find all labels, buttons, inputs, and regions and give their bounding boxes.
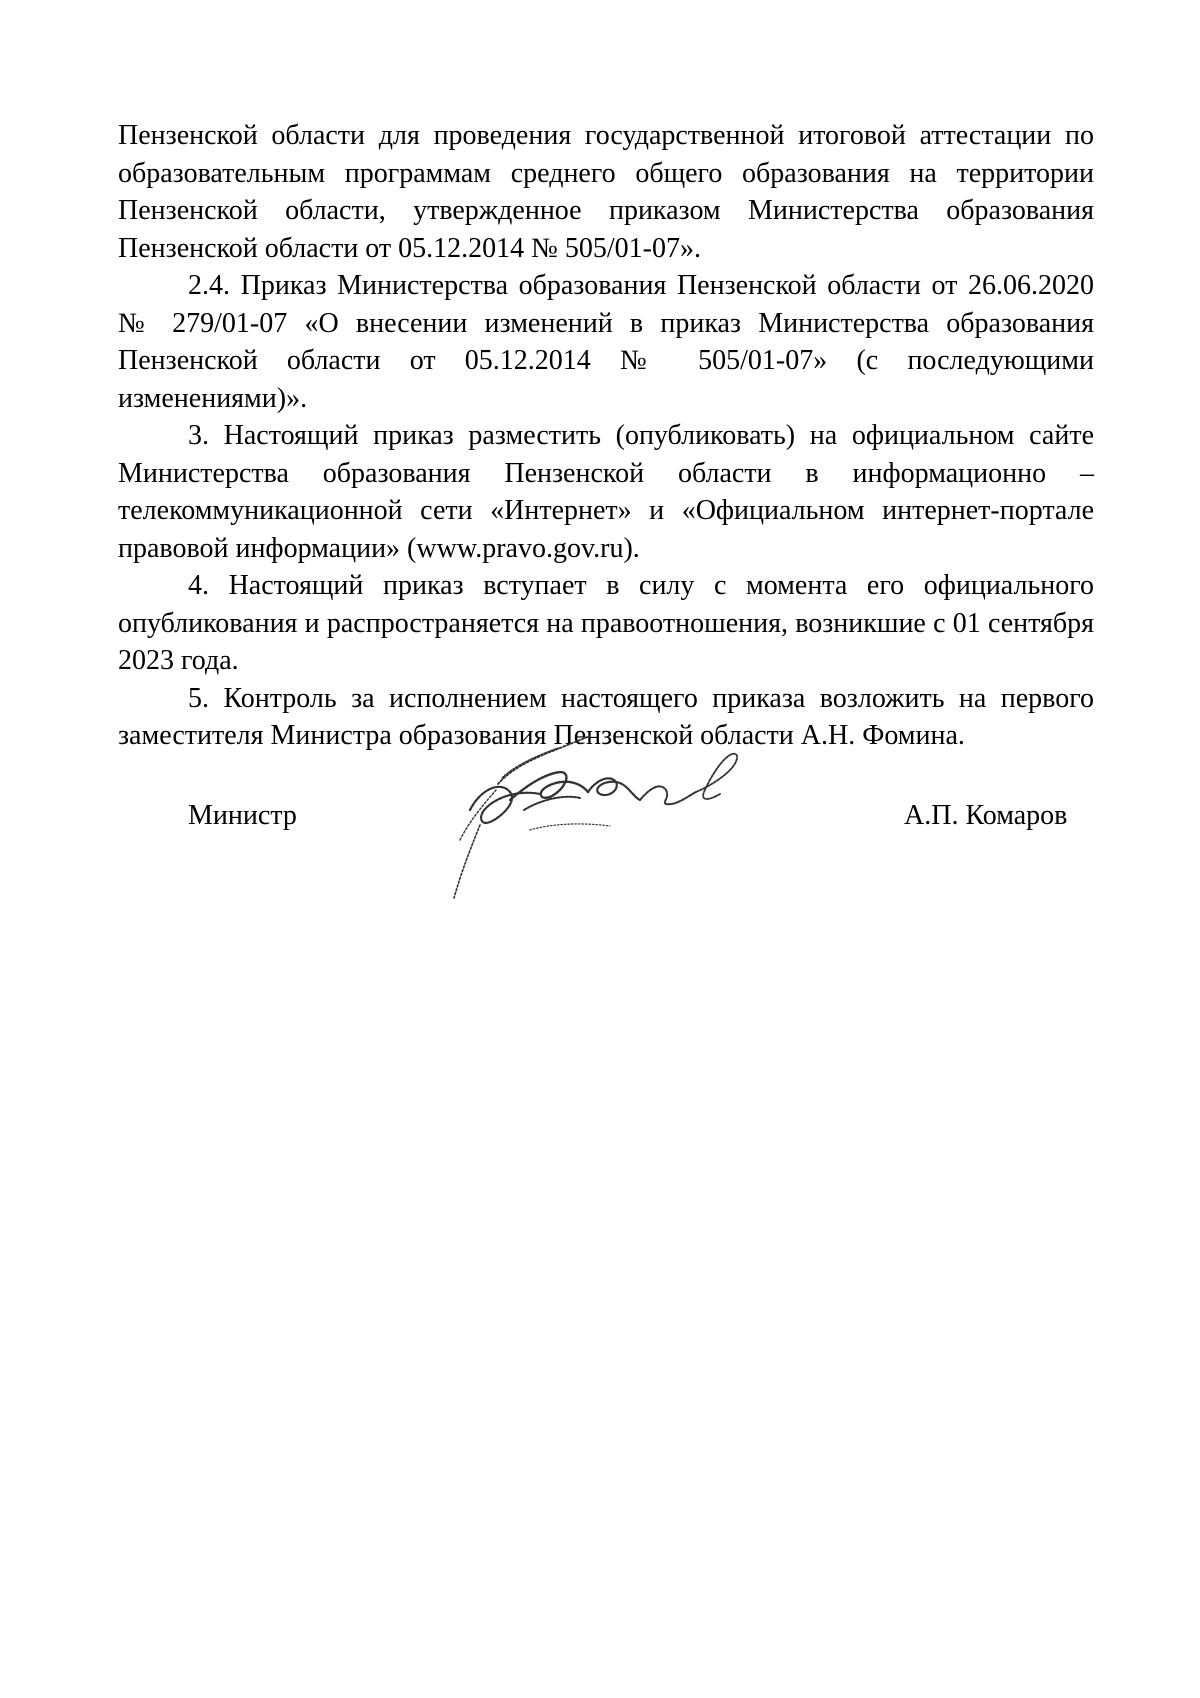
signatory-name: А.П. Комаров — [904, 800, 1068, 831]
handwritten-signature — [440, 730, 800, 910]
paragraph-item-2-4: 2.4. Приказ Министерства образования Пензенской области от 26.06.2020 № 279/01-07 «О внесении изменений в приказ Министерства образования Пензенской области от 05.12.2014 № 505/01-07» (с последующими изменениями)». — [118, 270, 1094, 414]
document-body — [118, 117, 1094, 755]
signatory-title: Министр — [188, 800, 297, 831]
paragraph-item-4: 4. Настоящий приказ вступает в силу с момента его официального опубликования и распространяется на правоотношения, возникшие с 01 сентября 2023 года. — [118, 570, 1094, 676]
paragraph-item-5: 5. Контроль за исполнением настоящего приказа возложить на первого заместителя Министра образования Пензенской области А.Н. Фомина. — [118, 682, 1094, 751]
paragraph-continuation: Пензенской области для проведения государственной итоговой аттестации по образовательным программам среднего общего образования на территории Пензенской области, утвержденное приказом Министерства образования Пензенской области от 05.12.2014 № 505/01-07». — [118, 120, 1094, 264]
paragraph-item-3: 3. Настоящий приказ разместить (опубликовать) на официальном сайте Министерства образования Пензенской области в информационно – телекоммуникационной сети «Интернет» и «Официальном интернет-портале правовой информации» (www.pravo.gov.ru). — [118, 420, 1094, 564]
